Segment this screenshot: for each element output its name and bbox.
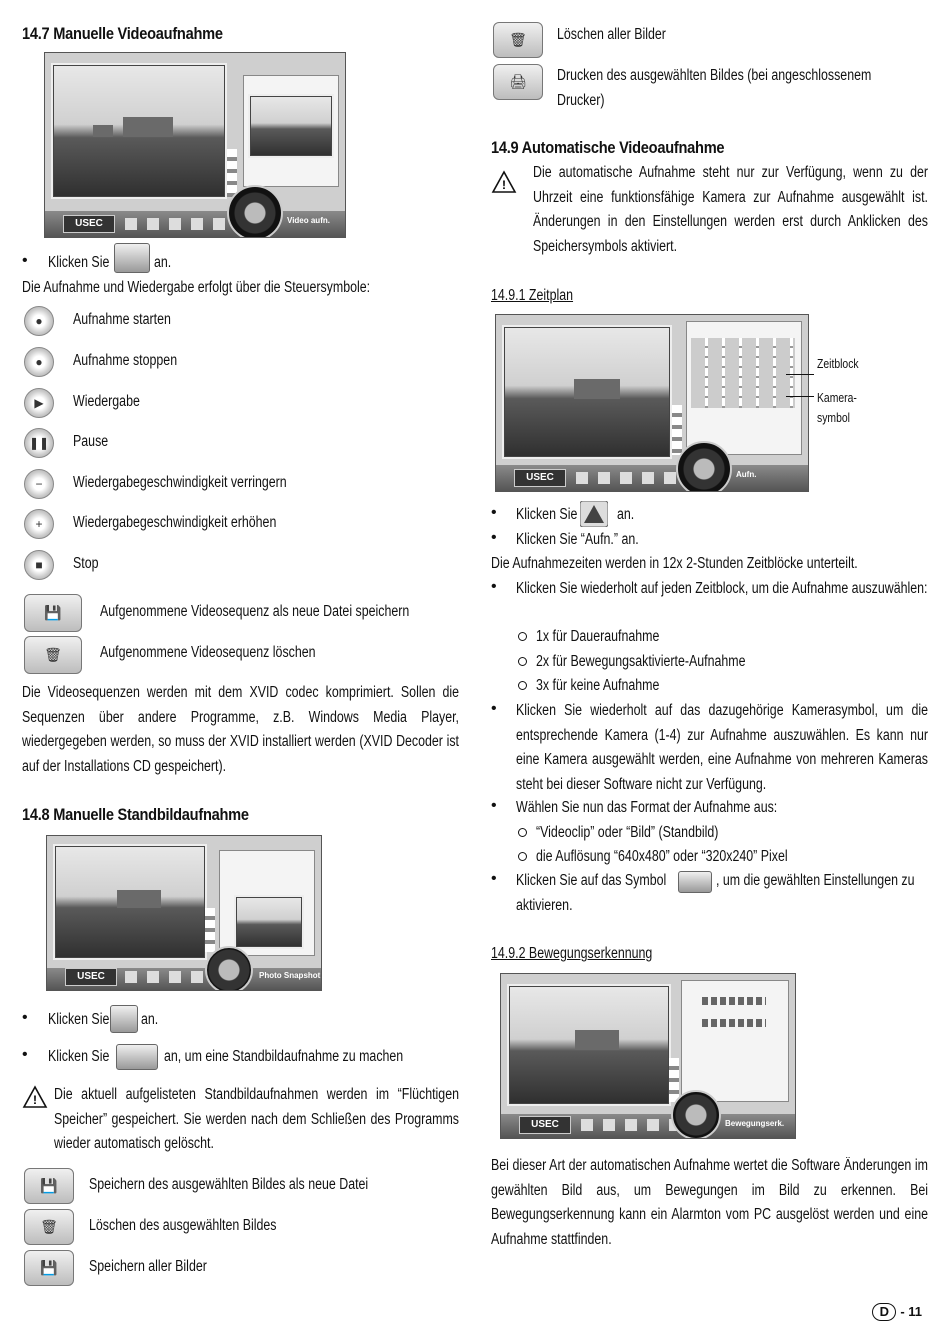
warning-icon-2 xyxy=(491,170,517,194)
usec-logo-3: USEC xyxy=(514,469,566,487)
format-instruction: Wählen Sie nun das Format der Aufnahme aus: xyxy=(516,799,778,816)
option-resolution: die Auflösung “640x480” oder “320x240” Pixel xyxy=(536,848,788,865)
minus-icon: − xyxy=(24,469,54,499)
icon-label-play: Wiedergabe xyxy=(73,393,140,410)
delete-selected-label: Löschen des ausgewählten Bildes xyxy=(89,1217,277,1234)
save-symbol-instruction: Klicken Sie auf das Symbol xyxy=(516,872,667,889)
camera-view-4 xyxy=(507,984,671,1106)
joystick-icon-2 xyxy=(205,946,253,991)
subsection-motion: 14.9.2 Bewegungserkennung xyxy=(491,945,653,962)
plus-icon: + xyxy=(24,509,54,539)
option-motion: 2x für Bewegungsaktivierte-Aufnahme xyxy=(536,653,746,670)
save-selected-label: Speichern des ausgewählten Bildes als neue Datei xyxy=(89,1176,369,1193)
svg-text:!: ! xyxy=(33,1093,37,1107)
save-all-label: Speichern aller Bilder xyxy=(89,1258,207,1275)
screenshot-schedule xyxy=(495,314,809,492)
klicken-label: Klicken Sie xyxy=(48,254,110,271)
auto-recording-warning: Die automatische Aufnahme steht nur zur Verfügung, wenn zu der Uhrzeit eine funktionsfähige Kamera zur Aufnahme ausgewählt ist. Änderungen in den Einstellungen werden erst durch Anklicken des Speichersymbols aktiviert. xyxy=(533,164,928,255)
delete-video-icon: 🗑 xyxy=(24,636,82,674)
camera-view-2 xyxy=(53,844,207,960)
camera-symbol-instruction: Klicken Sie wiederholt auf das dazugehörige Kamerasymbol, um die entsprechende Kamera (1-4) zur Aufnahme auszuwählen. Es kann nur eine Kamera ausgewählt werden, eine Aufnahme von mehreren Kameras steht bei dieser Software nicht zur Verfügung. xyxy=(516,702,928,793)
save-video-icon: 💾 xyxy=(24,594,82,632)
callout-kamera: Kamera- xyxy=(817,390,857,405)
motion-paragraph: Bei dieser Art der automatischen Aufnahme wertet die Software Änderungen im gewählten Bild aus, um Bewegungen im Bild zu erkennen. Bei Bewegungserkennung kann ein Alarmton vom PC ausgelöst werden und eine Aufnahme stattfinden. xyxy=(491,1157,928,1248)
page-number xyxy=(872,1303,922,1321)
option-continuous: 1x für Daueraufnahme xyxy=(536,628,660,645)
an-label: an. xyxy=(154,254,172,271)
delete-all-label: Löschen aller Bilder xyxy=(557,26,666,43)
subsection-zeitplan: 14.9.1 Zeitplan xyxy=(491,287,574,304)
delete-all-icon: 🗑 xyxy=(493,22,543,58)
icon-label-record-stop: Aufnahme stoppen xyxy=(73,352,178,369)
option-none: 3x für keine Aufnahme xyxy=(536,677,660,694)
section-title-14-9: 14.9 Automatische Videoaufnahme xyxy=(491,138,725,157)
record-stop-icon: ● xyxy=(24,347,54,377)
delete-video-label: Aufgenommene Videosequenz löschen xyxy=(100,644,316,661)
stop-icon: ■ xyxy=(24,550,54,580)
klicken-label-3: Klicken Sie xyxy=(48,1048,110,1065)
photo-snapshot-label: Photo Snapshot xyxy=(259,971,321,980)
play-icon: ▶ xyxy=(24,388,54,418)
delete-selected-icon: 🗑 xyxy=(24,1209,74,1245)
aufn-label: Aufn. xyxy=(736,470,757,479)
an-label-4: an. xyxy=(617,506,635,523)
video-aufn-label: Video aufn. xyxy=(287,216,330,225)
camera-view xyxy=(51,63,227,199)
record-icon: ● xyxy=(24,306,54,336)
save-selected-icon: 💾 xyxy=(24,1168,74,1204)
icon-label-slower: Wiedergabegeschwindigkeit verringern xyxy=(73,474,287,491)
warning-icon xyxy=(22,1085,48,1109)
usec-logo-4: USEC xyxy=(519,1116,571,1134)
icon-label-faster: Wiedergabegeschwindigkeit erhöhen xyxy=(73,514,277,531)
toolbar-icons xyxy=(125,218,235,230)
schedule-panel xyxy=(686,321,802,455)
page-number-text: - 11 xyxy=(900,1304,922,1319)
motion-label: Bewegungserk. xyxy=(725,1119,785,1128)
callout-symbol: symbol xyxy=(817,410,850,425)
klicken-aufn: Klicken Sie “Aufn.” an. xyxy=(516,531,639,548)
klicken-label-4: Klicken Sie xyxy=(516,506,578,523)
video-camera-icon xyxy=(114,243,150,273)
preview-panel xyxy=(243,75,339,187)
save-symbol-instruction-2: , um die gewählten Einstellungen zu xyxy=(716,872,915,889)
section-title-14-8: 14.8 Manuelle Standbildaufnahme xyxy=(22,805,249,824)
svg-text:!: ! xyxy=(502,178,506,192)
section-title-14-7: 14.7 Manuelle Videoaufnahme xyxy=(22,24,223,43)
save-settings-icon xyxy=(678,871,712,893)
toolbar-icons-3 xyxy=(576,472,686,484)
icon-label-pause: Pause xyxy=(73,433,109,450)
joystick-icon-3 xyxy=(676,441,732,492)
print-label-1: Drucken des ausgewählten Bildes (bei angeschlossenem xyxy=(557,67,872,84)
joystick-icon-4 xyxy=(671,1090,721,1139)
screenshot-photo-snapshot xyxy=(46,835,322,991)
time-block-info: Die Aufnahmezeiten werden in 12x 2-Stunden Zeitblöcke unterteilt. xyxy=(491,555,858,572)
language-badge: D xyxy=(872,1303,896,1321)
auto-recording-icon xyxy=(580,501,608,527)
camera-view-3 xyxy=(502,325,672,459)
print-icon: 🖨 xyxy=(493,64,543,100)
volatile-memory-warning: Die aktuell aufgelisteten Standbildaufnahmen werden im “Flüchtigen Speicher” gespeichert. Sie werden nach dem Schließen des Programms wieder automatisch gelöscht. xyxy=(54,1086,459,1152)
callout-zeitblock: Zeitblock xyxy=(817,356,859,371)
save-all-icon: 💾 xyxy=(24,1250,74,1286)
time-block-instruction: Klicken Sie wiederholt auf jeden Zeitblock, um die Aufnahme auszuwählen: xyxy=(516,580,928,597)
motion-settings-panel xyxy=(681,980,789,1102)
icon-label-stop: Stop xyxy=(73,555,99,572)
an-label-2: an. xyxy=(141,1011,159,1028)
screenshot-motion-detection xyxy=(500,973,796,1139)
joystick-icon xyxy=(227,185,283,238)
screenshot-video-recording xyxy=(44,52,346,238)
usec-logo-2: USEC xyxy=(65,968,117,986)
snapshot-icon xyxy=(116,1044,158,1070)
xvid-paragraph: Die Videosequenzen werden mit dem XVID codec komprimiert. Sollen die Sequenzen über andere Programme, z.B. Windows Media Player, wiedergegeben werden, so muss der XVID installiert werden (XVID Decoder ist auf der Installations CD gespeichert). xyxy=(22,684,459,775)
control-intro: Die Aufnahme und Wiedergabe erfolgt über die Steuersymbole: xyxy=(22,279,371,296)
snapshot-instruction: an, um eine Standbildaufnahme zu machen xyxy=(164,1048,404,1065)
photo-camera-icon xyxy=(110,1005,138,1033)
usec-logo: USEC xyxy=(63,215,115,233)
print-label-2: Drucker) xyxy=(557,92,605,109)
klicken-label-2: Klicken Sie xyxy=(48,1011,110,1028)
snapshot-list-panel xyxy=(219,850,315,956)
save-video-label: Aufgenommene Videosequenz als neue Datei speichern xyxy=(100,603,410,620)
pause-icon: ❚❚ xyxy=(24,428,54,458)
option-format: “Videoclip” oder “Bild” (Standbild) xyxy=(536,824,719,841)
icon-label-record: Aufnahme starten xyxy=(73,311,171,328)
save-symbol-instruction-3: aktivieren. xyxy=(516,897,573,914)
